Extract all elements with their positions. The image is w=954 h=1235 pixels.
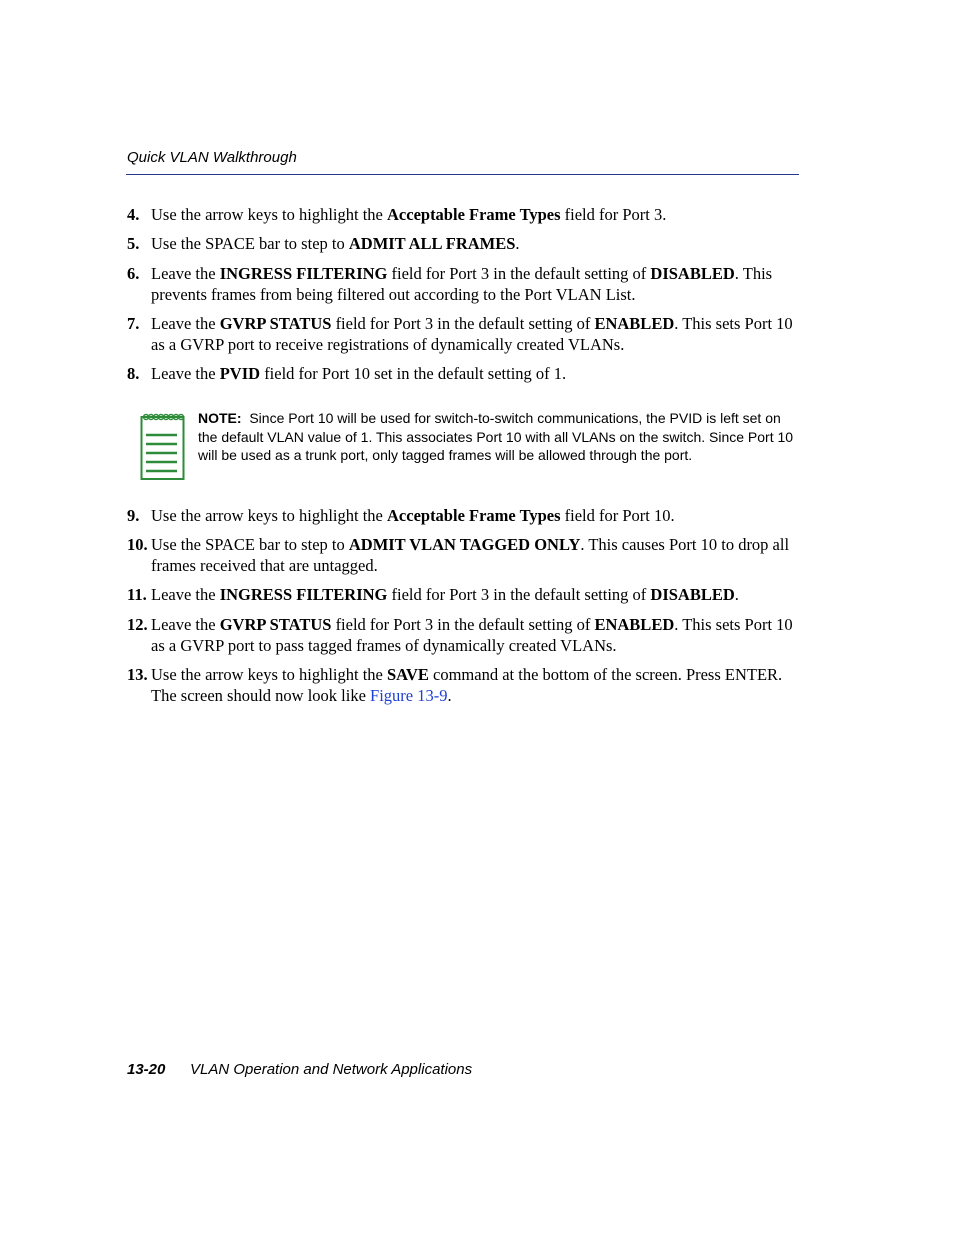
- step-12: [127, 615, 799, 656]
- step-text: Leave the GVRP STATUS field for Port 3 in the default setting of ENABLED. This sets Port 10 as a GVRP port to pass tagged frames of dynamically created VLANs.: [151, 615, 793, 655]
- step-10: [127, 535, 799, 576]
- page-number: 13-20: [127, 1061, 166, 1078]
- step-13: [127, 665, 799, 706]
- figure-link[interactable]: Figure 13-9: [370, 685, 448, 705]
- step-9: [127, 506, 799, 527]
- header-rule: [126, 174, 799, 175]
- step-8: [127, 364, 799, 385]
- step-5: [127, 234, 799, 255]
- step-text: Use the arrow keys to highlight the SAVE command at the bottom of the screen. Press ENTER. The screen should now look like Figure 13-9.: [151, 665, 783, 705]
- step-text: Use the SPACE bar to step to ADMIT ALL FRAMES.: [151, 234, 520, 253]
- step-text: Use the arrow keys to highlight the Acceptable Frame Types field for Port 10.: [151, 506, 675, 525]
- step-number: 9.: [127, 506, 140, 525]
- step-11: [127, 585, 799, 606]
- step-text: Leave the GVRP STATUS field for Port 3 in the default setting of ENABLED. This sets Port 10 as a GVRP port to receive registrations of dynamically created VLANs.: [151, 314, 793, 354]
- step-text: Leave the INGRESS FILTERING field for Port 3 in the default setting of DISABLED.: [151, 585, 739, 604]
- step-number: 12.: [127, 615, 148, 634]
- step-text: Leave the INGRESS FILTERING field for Port 3 in the default setting of DISABLED. This prevents frames from being filtered out according to the Port VLAN List.: [151, 264, 773, 304]
- notepad-icon: [140, 411, 186, 481]
- note-box: [140, 409, 800, 487]
- note-label: NOTE:: [198, 410, 242, 426]
- step-number: 10.: [127, 535, 148, 554]
- step-text: Use the arrow keys to highlight the Acceptable Frame Types field for Port 3.: [151, 205, 667, 224]
- step-number: 7.: [127, 314, 140, 333]
- note-text: [198, 409, 800, 465]
- step-number: 8.: [127, 364, 140, 383]
- step-number: 6.: [127, 264, 140, 283]
- step-text: Leave the PVID field for Port 10 set in the default setting of 1.: [151, 364, 567, 383]
- step-7: [127, 314, 799, 355]
- step-text: Use the SPACE bar to step to ADMIT VLAN TAGGED ONLY. This causes Port 10 to drop all frames received that are untagged.: [151, 535, 790, 575]
- step-number: 13.: [127, 665, 148, 684]
- step-number: 4.: [127, 205, 140, 224]
- header-title: Quick VLAN Walkthrough: [127, 149, 297, 166]
- step-6: [127, 264, 799, 305]
- page-footer: [127, 1061, 473, 1078]
- step-number: 5.: [127, 234, 140, 253]
- step-4: [127, 205, 799, 226]
- footer-title: VLAN Operation and Network Applications: [190, 1061, 473, 1078]
- step-number: 11.: [127, 585, 147, 604]
- note-body: Since Port 10 will be used for switch-to-switch communications, the PVID is left set on the default VLAN value of 1. This associates Port 10 with all VLANs on the switch. Since Port 10 will be used as a trunk port, only tagged frames will be allowed through the port.: [198, 410, 794, 463]
